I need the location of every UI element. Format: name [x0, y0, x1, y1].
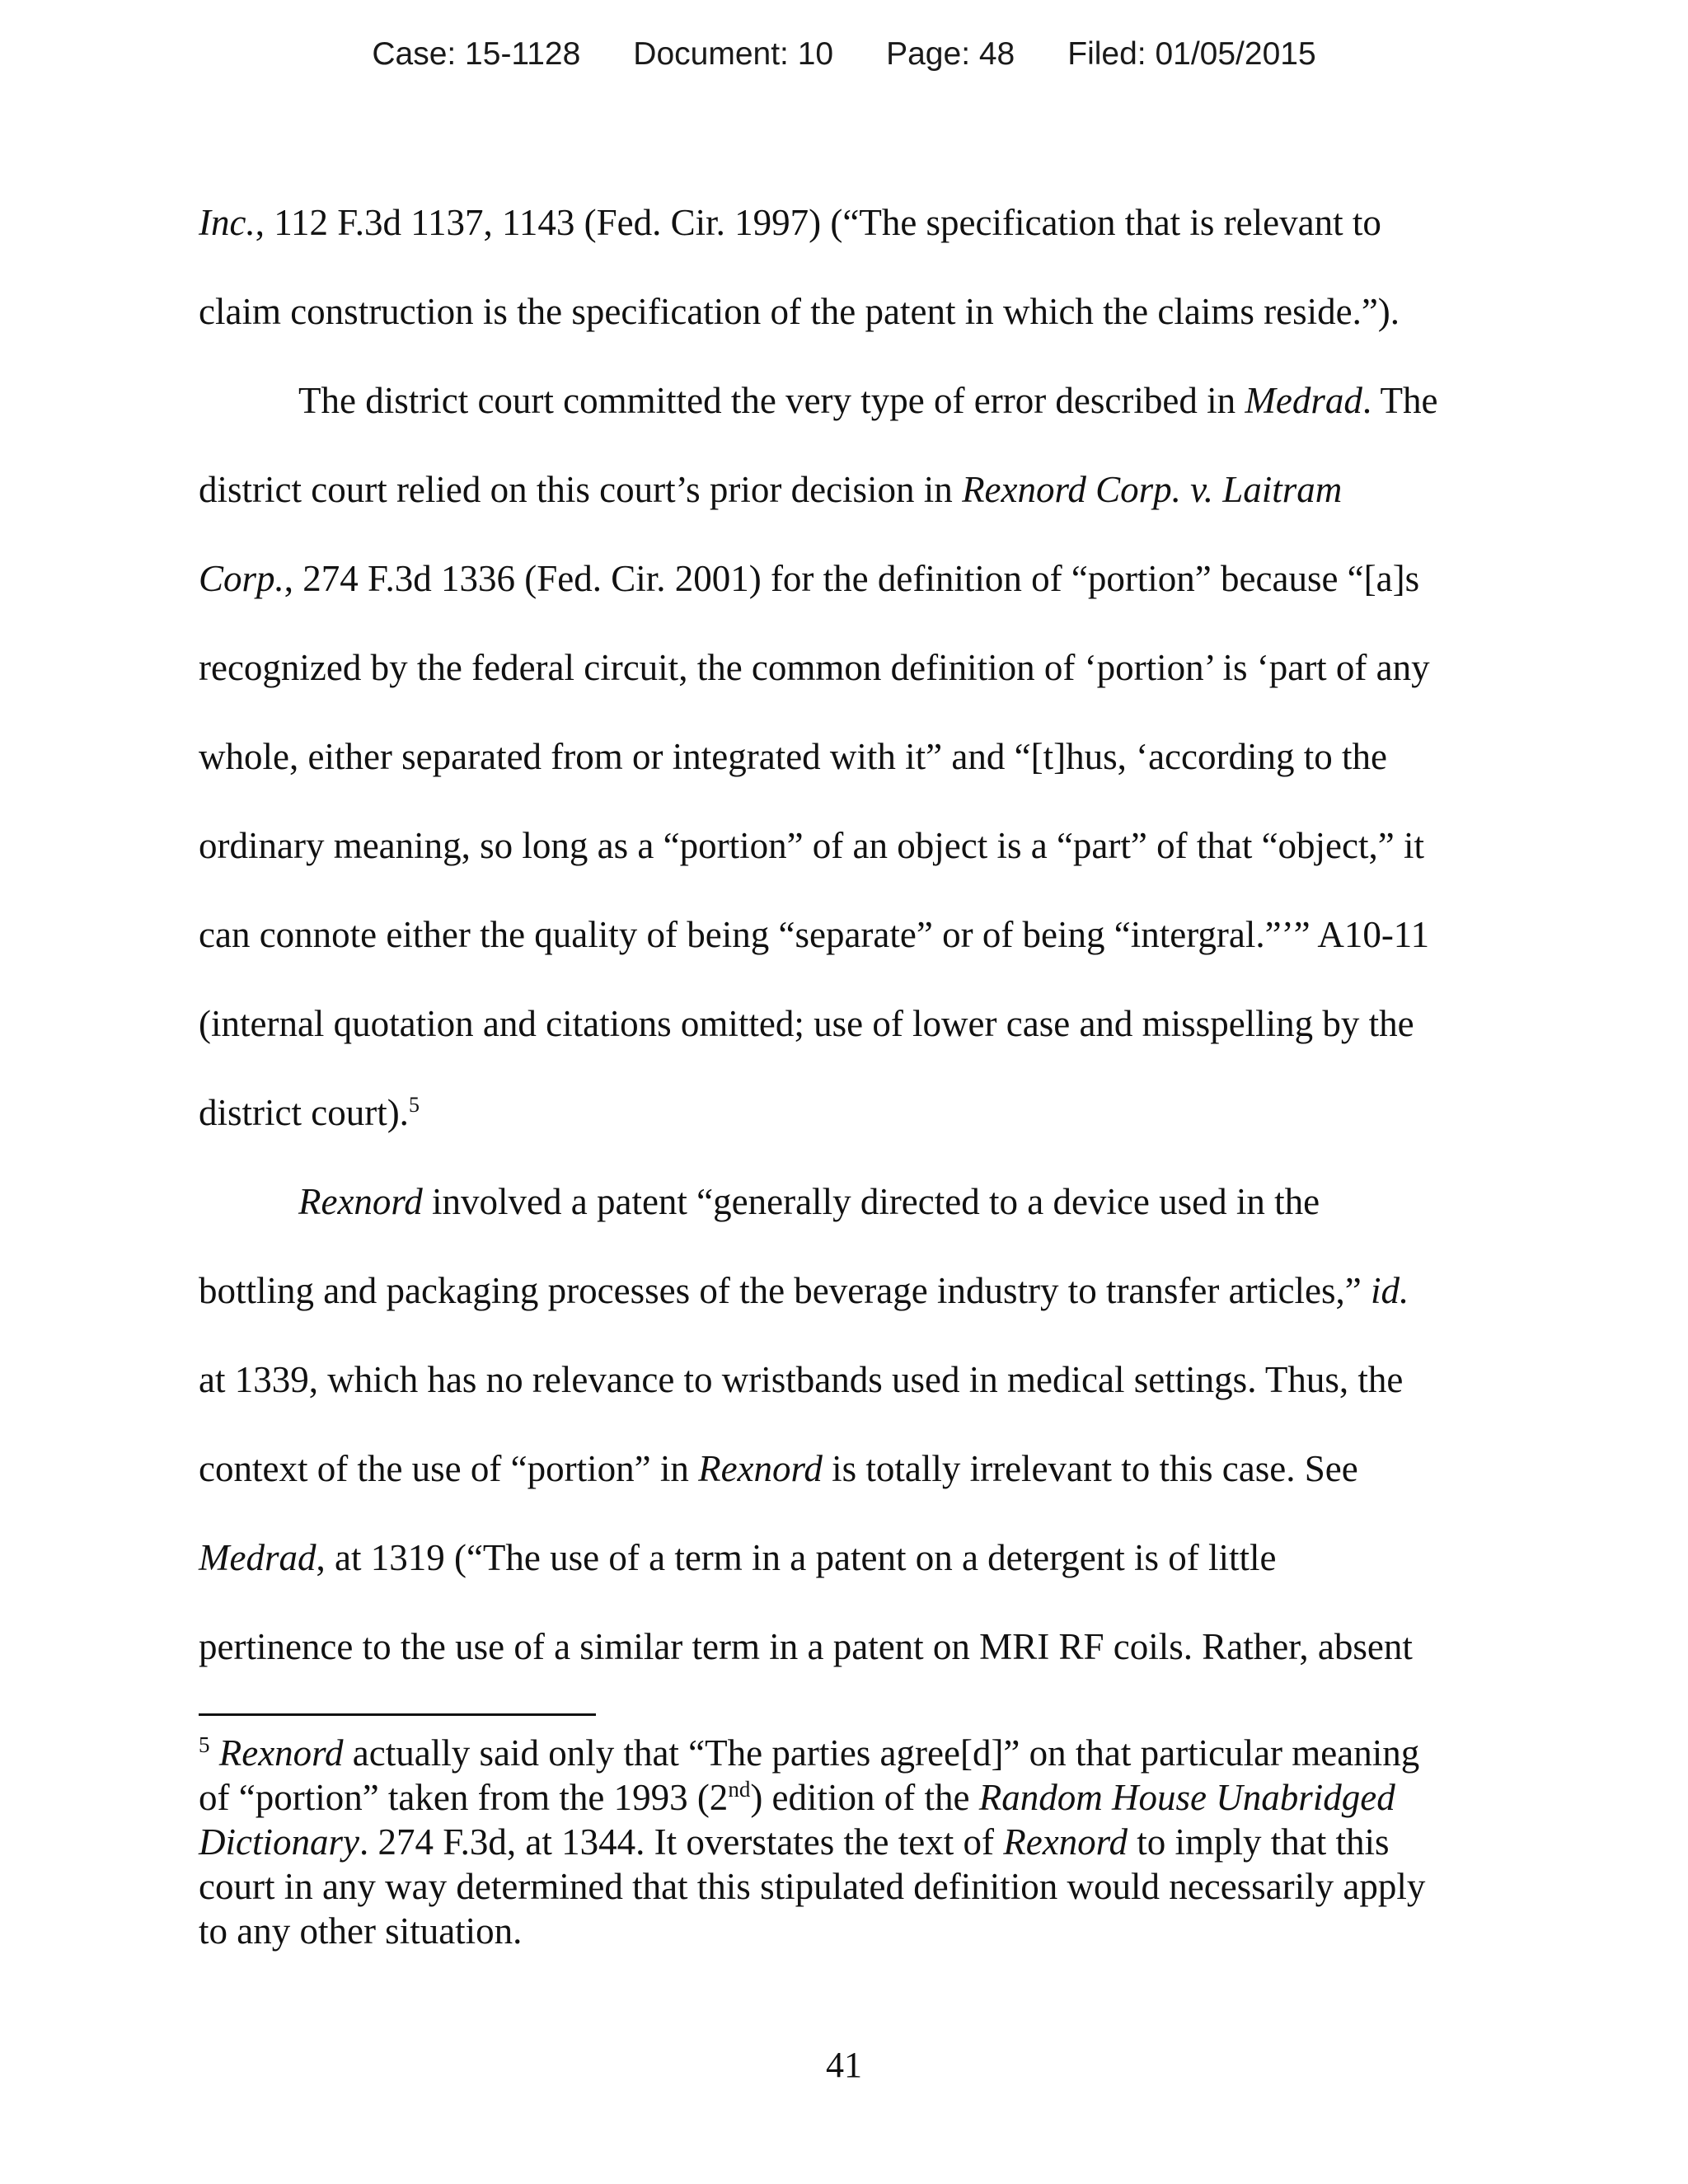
body-line	[199, 725, 1493, 814]
body-line	[199, 191, 1493, 280]
footnote-5	[199, 1731, 1493, 1953]
footnote-separator	[199, 1713, 596, 1716]
body-text: , at 1319 (“The use of a term in a patent on a detergent is of little	[316, 1537, 1277, 1578]
footnote-text	[210, 1732, 219, 1774]
body-text: can connote either the quality of being “separate” or of being “intergral.”’” A10-11	[199, 914, 1430, 955]
body-line	[199, 992, 1493, 1081]
footnote-line	[199, 1864, 1493, 1909]
body-text: ordinary meaning, so long as a “portion” of an object is a “part” of that “object,” it	[199, 825, 1424, 866]
body-text: district court).	[199, 1092, 409, 1133]
body-text: , 274 F.3d 1336 (Fed. Cir. 2001) for the definition of “portion” because “[a]s	[284, 558, 1420, 599]
body-line	[199, 903, 1493, 992]
footnote-text: . 274 F.3d, at 1344. It overstates the text of	[359, 1821, 1004, 1863]
case-name-italic: Medrad	[1245, 380, 1362, 421]
body-line	[199, 280, 1493, 369]
body-text: involved a patent “generally directed to a device used in the	[422, 1181, 1320, 1222]
case-number: Case: 15-1128	[372, 36, 581, 72]
page-label: Page: 48	[886, 36, 1015, 72]
case-name-italic: Corp.	[199, 558, 284, 599]
footnote-text: ) edition of the	[750, 1777, 979, 1818]
body-line	[199, 1170, 1493, 1259]
body-text: The district court committed the very type of error described in	[298, 380, 1245, 421]
footnote-line	[199, 1909, 1493, 1953]
case-name-italic: Medrad	[199, 1537, 316, 1578]
body-text: pertinence to the use of a similar term in a patent on MRI RF coils. Rather, absent	[199, 1626, 1413, 1667]
footnote-text: to any other situation.	[199, 1910, 523, 1952]
brief-body	[199, 191, 1493, 1704]
body-line	[199, 369, 1493, 458]
body-line	[199, 1259, 1493, 1348]
footnote-text: of “portion” taken from the 1993 (2	[199, 1777, 729, 1818]
body-line	[199, 636, 1493, 725]
body-line	[199, 1081, 1493, 1170]
body-line	[199, 1615, 1493, 1704]
footnote-line	[199, 1731, 1493, 1775]
body-line	[199, 1348, 1493, 1437]
page-number: 41	[826, 2045, 862, 2085]
case-name-italic: Rexnord	[1003, 1821, 1128, 1863]
case-name-italic: Rexnord	[698, 1448, 823, 1489]
body-text: (internal quotation and citations omitted; use of lower case and misspelling by the	[199, 1003, 1414, 1044]
dictionary-title-italic: Random House Unabridged	[978, 1777, 1395, 1818]
body-text: bottling and packaging processes of the beverage industry to transfer articles,”	[199, 1270, 1372, 1311]
body-text: is totally irrelevant to this case. See	[822, 1448, 1358, 1489]
body-text: district court relied on this court’s prior decision in	[199, 469, 963, 510]
body-text: claim construction is the specification of the patent in which the claims reside.”).	[199, 291, 1400, 332]
body-line	[199, 1526, 1493, 1615]
citation-italic: id.	[1371, 1270, 1409, 1311]
body-text: recognized by the federal circuit, the common definition of ‘portion’ is ‘part of any	[199, 647, 1430, 688]
case-header	[0, 36, 1688, 73]
body-text: whole, either separated from or integrated with it” and “[t]hus, ‘according to the	[199, 736, 1387, 777]
body-line	[199, 814, 1493, 903]
footnote-text: actually said only that “The parties agree[d]” on that particular meaning	[343, 1732, 1420, 1774]
footnote-text: court in any way determined that this stipulated definition would necessarily apply	[199, 1866, 1426, 1907]
body-text: context of the use of “portion” in	[199, 1448, 699, 1489]
body-line	[199, 1437, 1493, 1526]
filed-date: Filed: 01/05/2015	[1067, 36, 1316, 72]
footnote-text: to imply that this	[1128, 1821, 1390, 1863]
dictionary-title-italic: Dictionary	[199, 1821, 359, 1863]
footnote-mark: 5	[199, 1732, 210, 1757]
body-text: , 112 F.3d 1137, 1143 (Fed. Cir. 1997) (“The specification that is relevant to	[255, 202, 1381, 243]
case-name-italic: Rexnord	[218, 1732, 344, 1774]
case-name-italic: Inc.	[199, 202, 256, 243]
footnote-line	[199, 1820, 1493, 1864]
document-number: Document: 10	[633, 36, 834, 72]
body-line	[199, 547, 1493, 636]
footnote-line	[199, 1775, 1493, 1820]
body-text: . The	[1362, 380, 1438, 421]
case-name-italic: Rexnord Corp. v. Laitram	[962, 469, 1343, 510]
body-text: at 1339, which has no relevance to wristbands used in medical settings. Thus, the	[199, 1359, 1404, 1400]
ordinal-superscript: nd	[728, 1777, 751, 1802]
body-line	[199, 458, 1493, 547]
case-name-italic: Rexnord	[298, 1181, 423, 1222]
footnote-reference[interactable]: 5	[408, 1093, 420, 1117]
